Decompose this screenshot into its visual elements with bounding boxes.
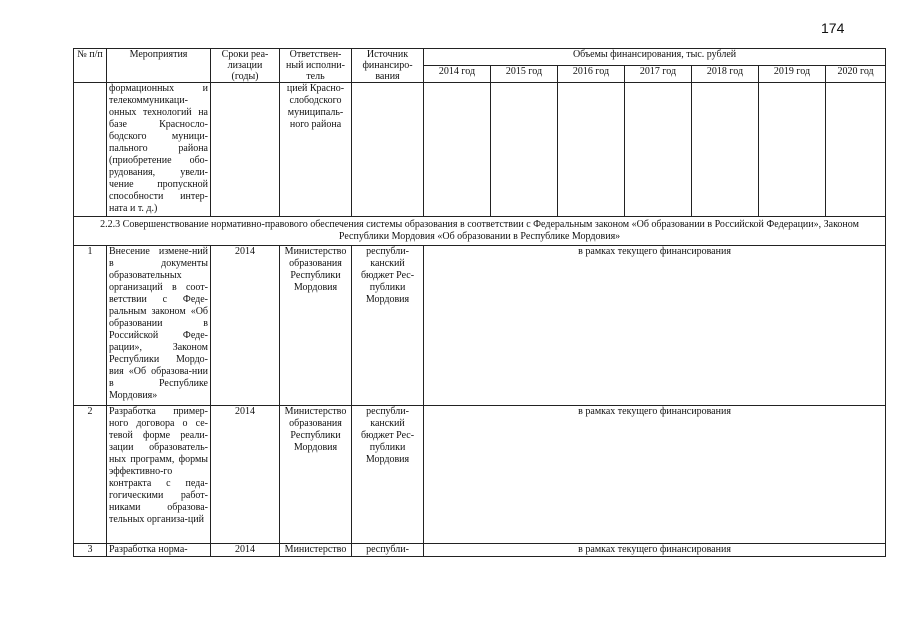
cell-term: 2014 — [211, 406, 280, 544]
table-row-continuation — [74, 83, 886, 217]
cell-num — [74, 83, 107, 217]
cell-term: 2014 — [211, 246, 280, 406]
cell-year — [558, 83, 625, 217]
cell-source: республи-канский бюджет Рес-публики Мордовия — [352, 246, 424, 406]
cell-num: 1 — [74, 246, 107, 406]
table-row — [74, 544, 886, 557]
cell-activity: Разработка пример-ного договора о се-тевой форме реали-зации образователь-ных программ, формы эффективно-го контракта с педа-гогическими работ-никами образова-тельных организа-ций — [107, 406, 211, 544]
header-row — [74, 49, 886, 66]
cell-financing: в рамках текущего финансирования — [424, 544, 886, 557]
cell-source — [352, 83, 424, 217]
header-source: Источник финансиро-вания — [352, 49, 424, 83]
cell-num: 3 — [74, 544, 107, 557]
header-terms: Сроки реа-лизации (годы) — [211, 49, 280, 83]
cell-year — [759, 83, 826, 217]
cell-responsible: Министерство образования Республики Мордовия — [280, 406, 352, 544]
table-row — [74, 406, 886, 544]
cell-num: 2 — [74, 406, 107, 544]
header-num: № п/п — [74, 49, 107, 83]
cell-year — [424, 83, 491, 217]
cell-year — [826, 83, 886, 217]
header-year: 2018 год — [692, 66, 759, 83]
cell-term: 2014 — [211, 544, 280, 557]
header-year: 2020 год — [826, 66, 886, 83]
page-number: 174 — [821, 20, 845, 36]
financing-table — [73, 48, 886, 557]
cell-activity: Разработка норма- — [107, 544, 211, 557]
header-year: 2016 год — [558, 66, 625, 83]
cell-financing: в рамках текущего финансирования — [424, 406, 886, 544]
cell-activity: формационных и телекоммуникаци-онных технологий на базе Красносло-бодского муници-пального района (приобретение обо-рудования, увели-чение пропускной способности интер-ната и т. д.) — [107, 83, 211, 217]
cell-term — [211, 83, 280, 217]
cell-source: республи-канский бюджет Рес-публики Мордовия — [352, 406, 424, 544]
header-year: 2014 год — [424, 66, 491, 83]
cell-year — [625, 83, 692, 217]
header-year: 2017 год — [625, 66, 692, 83]
header-year: 2019 год — [759, 66, 826, 83]
cell-responsible: Министерство — [280, 544, 352, 557]
section-row — [74, 217, 886, 246]
cell-year — [692, 83, 759, 217]
section-title: 2.2.3 Совершенствование нормативно-правового обеспечения системы образования в соответствии с Федеральным законом «Об образовании в Российской Федерации», Законом Республики Мордовия «Об образовании в Республике Мордовия» — [74, 217, 886, 246]
cell-source: республи- — [352, 544, 424, 557]
table-row — [74, 246, 886, 406]
cell-activity: Внесение измене-ний в документы образовательных организаций в соот-ветствии с Феде-ральным законом «Об образовании в Российской Феде-рации», Законом Республики Мордо-вия «Об образова-нии в Республике Мордовия» — [107, 246, 211, 406]
cell-responsible: Министерство образования Республики Мордовия — [280, 246, 352, 406]
cell-financing: в рамках текущего финансирования — [424, 246, 886, 406]
header-volume: Объемы финансирования, тыс. рублей — [424, 49, 886, 66]
header-activity: Мероприятия — [107, 49, 211, 83]
header-responsible: Ответствен-ный исполни-тель — [280, 49, 352, 83]
cell-responsible: цией Красно-слободского муниципаль-ного района — [280, 83, 352, 217]
cell-year — [491, 83, 558, 217]
header-year: 2015 год — [491, 66, 558, 83]
